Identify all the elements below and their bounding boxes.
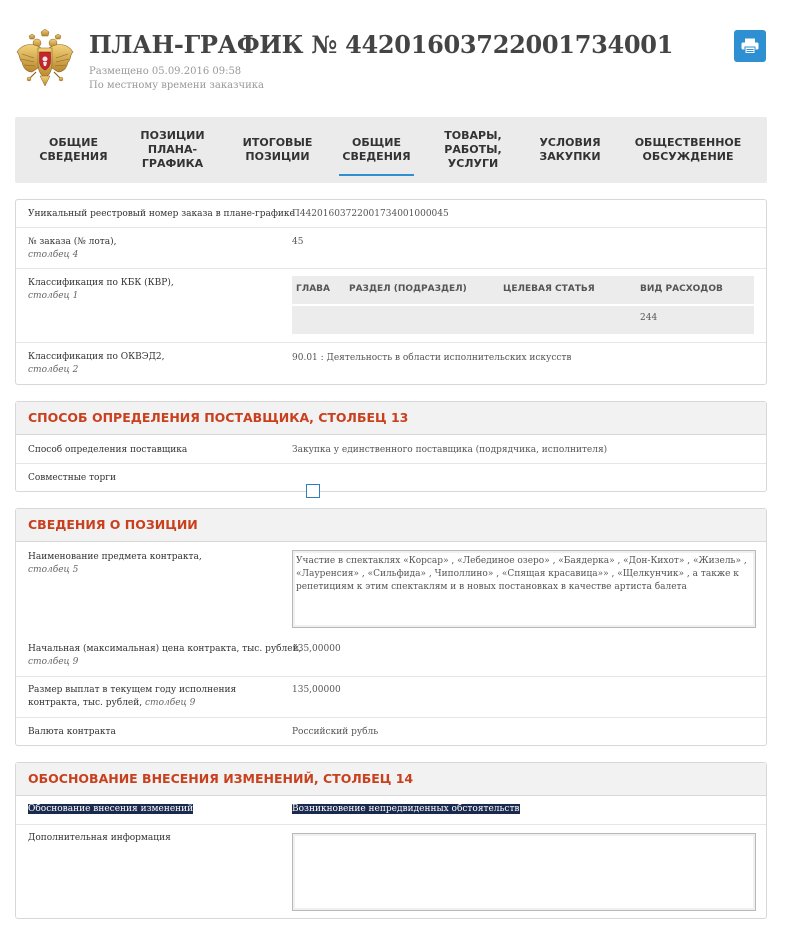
page-title: ПЛАН-ГРАФИК № 44201603722001734001 — [89, 30, 674, 59]
tab-label: ТОВАРЫ, РАБОТЫ, УСЛУГИ — [444, 129, 502, 170]
tab-label: ОБЩИЕ СВЕДЕНИЯ — [39, 136, 108, 163]
print-button[interactable] — [734, 30, 766, 62]
currency-row — [16, 717, 766, 746]
joint-tender-label: Совместные торги — [28, 473, 116, 483]
okved-label-text: Классификация по ОКВЭД2, — [28, 352, 165, 362]
position-info-panel — [15, 508, 767, 746]
order-number-label-text: № заказа (№ лота), — [28, 237, 117, 247]
max-price-value: 135,00000 — [292, 644, 341, 654]
kbk-column: столбец 1 — [28, 291, 79, 301]
tab-public-discussion[interactable] — [627, 117, 749, 183]
max-price-label-text: Начальная (максимальная) цена контракта, тыс. рублей, — [28, 644, 302, 654]
additional-info-row — [16, 824, 766, 919]
currency-value: Российский рубль — [292, 727, 379, 737]
kbk-table — [292, 276, 754, 334]
tab-general-info-active[interactable] — [339, 117, 414, 183]
changes-justification-panel — [15, 762, 767, 919]
registry-number-row — [16, 200, 766, 227]
tab-purchase-conditions[interactable] — [525, 117, 615, 183]
kbk-label — [28, 277, 174, 303]
registry-number-label: Уникальный реестровый номер заказа в плане-графике — [28, 209, 295, 219]
tab-goods-works-services[interactable] — [428, 117, 518, 183]
posted-date: Размещено 05.09.2016 09:58 — [89, 66, 242, 77]
kbk-header-target: ЦЕЛЕВАЯ СТАТЬЯ — [503, 284, 595, 294]
tab-bar — [15, 117, 767, 183]
tab-label: ПОЗИЦИИ ПЛАНА- ГРАФИКА — [140, 129, 205, 170]
kbk-row — [16, 268, 766, 343]
tab-total-positions[interactable] — [230, 117, 325, 183]
general-info-panel — [15, 199, 767, 385]
contract-subject-label — [28, 551, 202, 577]
currency-label: Валюта контракта — [28, 727, 116, 737]
kbk-header-expense-type: ВИД РАСХОДОВ — [640, 284, 723, 294]
supplier-method-panel — [15, 401, 767, 492]
order-number-column: столбец 4 — [28, 250, 79, 260]
tab-label: ОБЩИЕ СВЕДЕНИЯ — [342, 136, 411, 163]
change-reason-value-text: Возникновение непредвиденных обстоятельств — [292, 804, 520, 814]
change-reason-value — [292, 803, 520, 816]
payments-column: столбец 9 — [145, 698, 196, 708]
additional-info-textarea[interactable] — [292, 833, 756, 911]
okved-row — [16, 342, 766, 385]
joint-tender-row — [16, 463, 766, 492]
additional-info-label: Дополнительная информация — [28, 833, 171, 843]
payments-label-text: Размер выплат в текущем году исполнения контракта, тыс. рублей, — [28, 685, 237, 708]
tab-label: ОБЩЕСТВЕННОЕ ОБСУЖДЕНИЕ — [634, 136, 742, 163]
kbk-label-text: Классификация по КБК (КВР), — [28, 278, 174, 288]
change-reason-label — [28, 803, 193, 816]
tab-label: УСЛОВИЯ ЗАКУПКИ — [539, 136, 601, 163]
payments-value: 135,00000 — [292, 685, 341, 695]
order-number-label — [28, 236, 117, 262]
max-price-label — [28, 643, 301, 669]
tab-general-info[interactable] — [25, 117, 122, 183]
kbk-header-section: РАЗДЕЛ (ПОДРАЗДЕЛ) — [349, 284, 467, 294]
contract-subject-column: столбец 5 — [28, 565, 79, 575]
tab-plan-positions[interactable] — [125, 117, 220, 183]
supplier-method-row — [16, 435, 766, 463]
tab-label: ИТОГОВЫЕ ПОЗИЦИИ — [242, 136, 313, 163]
contract-subject-label-text: Наименование предмета контракта, — [28, 552, 202, 562]
max-price-column: столбец 9 — [28, 657, 79, 667]
printer-icon — [741, 38, 759, 54]
contract-subject-row — [16, 542, 766, 636]
okved-value: 90.01 : Деятельность в области исполнительских искусств — [292, 353, 572, 363]
order-number-value: 45 — [292, 237, 304, 247]
order-number-row — [16, 227, 766, 269]
supplier-method-value: Закупка у единственного поставщика (подрядчика, исполнителя) — [292, 445, 608, 455]
timezone-note: По местному времени заказчика — [89, 80, 264, 91]
change-reason-label-text: Обоснование внесения изменений — [28, 804, 194, 814]
kbk-header-chapter: ГЛАВА — [296, 284, 331, 294]
max-price-row — [16, 636, 766, 676]
okved-label — [28, 351, 165, 377]
changes-justification-heading: ОБОСНОВАНИЕ ВНЕСЕНИЯ ИЗМЕНЕНИЙ, СТОЛБЕЦ 14 — [16, 763, 766, 796]
kbk-table-divider — [292, 304, 754, 306]
change-reason-row — [16, 796, 766, 824]
coat-of-arms-icon — [14, 28, 76, 90]
joint-tender-checkbox[interactable] — [306, 484, 320, 498]
page-header — [0, 0, 786, 110]
position-info-heading: СВЕДЕНИЯ О ПОЗИЦИИ — [16, 509, 766, 542]
supplier-method-heading: СПОСОБ ОПРЕДЕЛЕНИЯ ПОСТАВЩИКА, СТОЛБЕЦ 13 — [16, 402, 766, 435]
payments-label — [28, 684, 268, 710]
supplier-method-label: Способ определения поставщика — [28, 445, 188, 455]
kbk-value-expense-type: 244 — [640, 313, 658, 323]
registry-number-value: П44201603722001734001000045 — [292, 209, 449, 219]
okved-column: столбец 2 — [28, 365, 79, 375]
contract-subject-textarea[interactable]: Участие в спектаклях «Корсар» , «Лебединое озеро» , «Баядерка» , «Дон-Кихот» , «Жизель» , «Лауренсия» , «Сильфида» , Чиполлино» , «Спящая красавица»» , «Щелкунчик» , а также к репетициям к этим спектаклям и в новых постановках в качестве артиста балета — [292, 550, 756, 628]
payments-row — [16, 676, 766, 718]
